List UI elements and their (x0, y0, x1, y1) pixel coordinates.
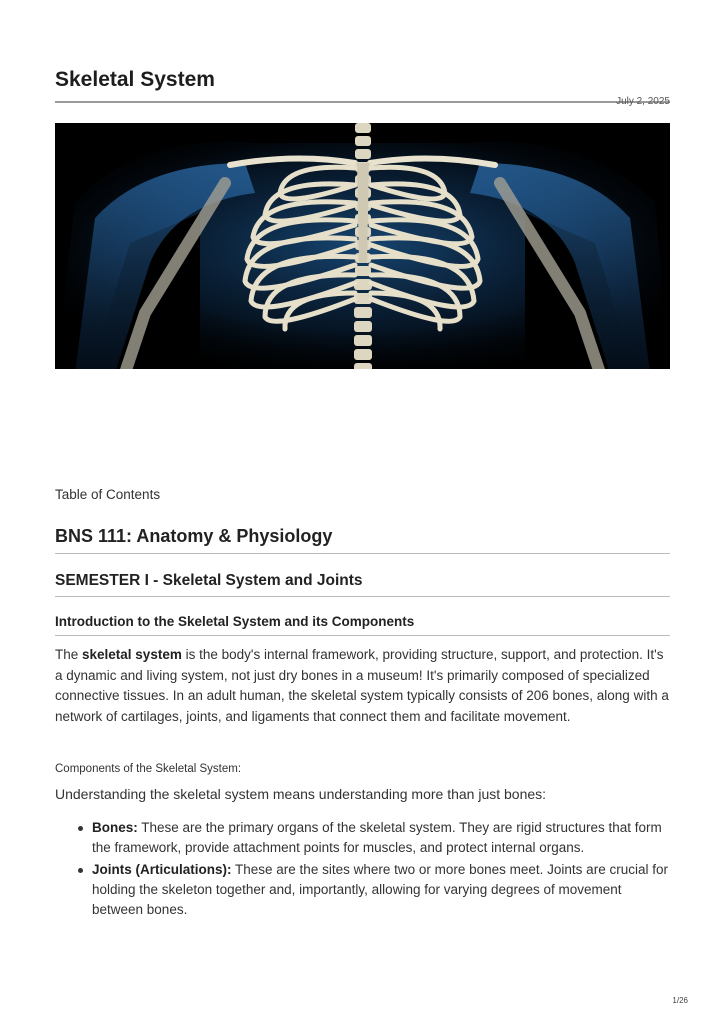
divider (55, 635, 670, 636)
skeleton-xray-illustration (55, 123, 670, 373)
hero-banner-area (55, 369, 670, 470)
intro-text-start: The (55, 647, 83, 662)
divider (55, 553, 670, 554)
page-title: Skeletal System (55, 68, 215, 91)
list-item (92, 860, 670, 920)
list-item-term: Joints (Articulations): (92, 862, 232, 877)
table-of-contents-toggle[interactable]: Table of Contents (55, 487, 161, 502)
bullet-icon (78, 826, 83, 831)
divider (55, 596, 670, 597)
intro-bold-term: skeletal system (82, 647, 182, 662)
list-item-text: These are the sites where two or more bones meet. Joints are crucial for holding the skeleton together and, importantly, allowing for varying degrees of movement between bones. (92, 862, 668, 917)
list-item (92, 818, 670, 858)
components-label: Components of the Skeletal System: (55, 763, 242, 775)
bullet-icon (78, 868, 83, 873)
intro-paragraph (55, 645, 670, 727)
list-item-text: These are the primary organs of the skeletal system. They are rigid structures that form the framework, provide attachment points for muscles, and protect internal organs. (92, 820, 662, 855)
course-heading: BNS 111: Anatomy & Physiology (55, 526, 333, 546)
hero-image (55, 123, 670, 470)
components-lead: Understanding the skeletal system means understanding more than just bones: (55, 786, 547, 802)
semester-heading: SEMESTER I - Skeletal System and Joints (55, 572, 363, 589)
page-number: 1/26 (672, 996, 688, 1005)
intro-heading: Introduction to the Skeletal System and its Components (55, 614, 415, 629)
publish-date: July 2, 2025 (616, 96, 670, 107)
intro-text-rest: is the body's internal framework, providing structure, support, and protection. It's a dynamic and living system, not just dry bones in a museum! It's primarily composed of specialized connective tissues. In an adult human, the skeletal system typically consists of 206 bones, along with a network of cartilages, joints, and ligaments that connect them and facilitate movement. (55, 647, 669, 724)
list-item-term: Bones: (92, 820, 138, 835)
components-list (92, 818, 670, 922)
title-divider (55, 101, 670, 103)
